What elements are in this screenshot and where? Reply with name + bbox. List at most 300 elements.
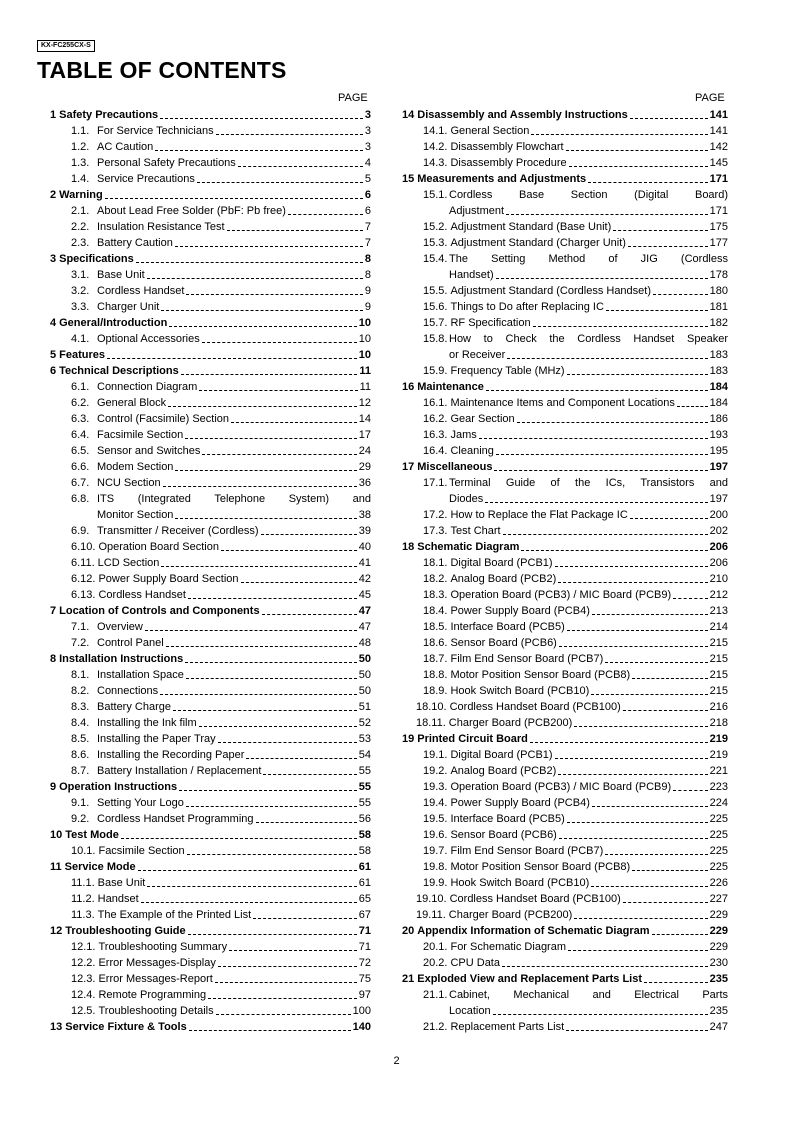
toc-entry[interactable] [50,123,371,139]
leader-dots [605,651,707,667]
toc-entry-number: 3.2. [71,285,90,297]
toc-section[interactable] [402,107,728,123]
toc-entry[interactable] [50,699,371,715]
toc-entry-page: 55 [358,765,371,777]
leader-dots [107,347,357,363]
toc-entry-number: 15 [402,173,415,185]
leader-dots [175,459,356,475]
toc-entry[interactable] [402,251,728,283]
toc-section[interactable] [50,859,371,875]
toc-entry-page: 24 [358,445,371,457]
toc-entry-page: 145 [709,157,728,169]
toc-entry[interactable] [402,635,728,651]
toc-entry[interactable] [50,539,371,555]
toc-entry-title: Battery Installation / Replacement [97,765,262,777]
toc-entry[interactable] [402,795,728,811]
toc-entry-page: 214 [709,621,728,633]
toc-entry-page: 47 [358,605,371,617]
toc-entry-title: Cordless Handset Board (PCB100) [449,701,621,713]
toc-entry[interactable] [50,235,371,251]
toc-entry-number: 14.3. [423,157,448,169]
toc-section[interactable] [50,603,371,619]
toc-entry-title: General Block [97,397,167,409]
leader-dots [188,587,357,603]
toc-entry-title: Modem Section [97,461,174,473]
toc-entry-title: Jams [450,429,477,441]
toc-entry-title: Cordless Handset [98,589,186,601]
leader-dots [161,299,363,315]
toc-entry[interactable] [50,139,371,155]
toc-entry-page: 11 [359,365,371,377]
toc-entry-number: 16.2. [423,413,448,425]
toc-entry-page: 9 [364,301,371,313]
leader-dots [175,235,363,251]
toc-entry-title: Battery Caution [97,237,173,249]
toc-entry-number: 14.2. [423,141,448,153]
toc-entry[interactable] [50,555,371,571]
toc-entry-title: Features [59,349,105,361]
toc-entry[interactable] [50,763,371,779]
toc-entry[interactable] [402,475,728,507]
toc-entry[interactable] [402,667,728,683]
leader-dots [241,571,357,587]
leader-dots [496,267,708,283]
toc-entry-number: 18.10. [416,701,447,713]
toc-entry[interactable] [402,827,728,843]
toc-entry-title: Operation Instructions [59,781,178,793]
leader-dots [502,955,708,971]
toc-entry-page: 178 [709,269,728,281]
toc-entry-page: 206 [709,557,728,569]
toc-entry[interactable] [402,123,728,139]
toc-entry-page: 56 [358,813,371,825]
toc-entry[interactable] [402,187,728,219]
toc-entry[interactable] [402,363,728,379]
leader-dots [613,219,707,235]
toc-entry[interactable] [50,731,371,747]
toc-entry-title: About Lead Free Solder (PbF: Pb free) [97,205,286,217]
toc-entry[interactable] [402,763,728,779]
toc-entry-title: Transmitter / Receiver (Cordless) [97,525,259,537]
toc-entry-page: 229 [709,925,728,937]
toc-entry-title: Base Unit [97,877,146,889]
toc-entry[interactable] [50,939,371,955]
toc-entry-page: 53 [358,733,371,745]
toc-entry-title: Hook Switch Board (PCB10) [450,877,590,889]
toc-entry-title: Service Fixture & Tools [65,1021,187,1033]
toc-entry-page: 17 [358,429,371,441]
leader-dots [559,827,708,843]
toc-section[interactable] [402,539,728,555]
toc-entry[interactable] [402,299,728,315]
leader-dots [591,875,707,891]
toc-section[interactable] [50,651,371,667]
toc-entry-page: 229 [709,909,728,921]
page-title: TABLE OF CONTENTS [37,57,287,83]
toc-entry-page: 219 [709,749,728,761]
toc-entry[interactable] [402,443,728,459]
leader-dots [567,811,708,827]
toc-entry[interactable] [50,379,371,395]
toc-entry-number: 18.5. [423,621,448,633]
toc-entry[interactable] [402,555,728,571]
leader-dots [218,731,357,747]
toc-entry[interactable] [50,171,371,187]
toc-entry[interactable] [402,955,728,971]
toc-entry[interactable] [402,619,728,635]
toc-entry[interactable] [402,507,728,523]
toc-entry-number: 9 [50,781,57,793]
toc-entry-page: 197 [709,461,728,473]
toc-entry[interactable] [402,139,728,155]
leader-dots [179,779,357,795]
leader-dots [147,875,356,891]
toc-entry-title: Sensor Board (PCB6) [450,637,557,649]
toc-entry-title-line1: Cordless Base Section (Digital Board) [449,189,728,201]
toc-entry[interactable] [50,203,371,219]
toc-entry-title-line1: The Setting Method of JIG (Cordless [449,253,728,265]
toc-entry-number: 21 [402,973,415,985]
toc-entry[interactable] [50,219,371,235]
toc-section[interactable] [50,779,371,795]
toc-entry-title: For Schematic Diagram [450,941,567,953]
toc-entry[interactable] [402,395,728,411]
toc-entry-page: 235 [709,973,728,985]
leader-dots [574,907,707,923]
toc-entry[interactable] [402,987,728,1019]
toc-entry-title: Frequency Table (MHz) [450,365,565,377]
toc-section[interactable] [50,827,371,843]
toc-entry-number: 19.7. [423,845,448,857]
leader-dots [138,859,357,875]
toc-entry[interactable] [402,523,728,539]
toc-entry-page: 213 [709,605,728,617]
toc-entry-number: 6.1. [71,381,90,393]
toc-section[interactable] [50,363,371,379]
toc-entry-title: Operation Board (PCB3) / MIC Board (PCB9) [450,781,672,793]
toc-entry-title: Sensor and Switches [97,445,201,457]
toc-entry-number: 12.1. [71,941,96,953]
leader-dots [229,939,357,955]
toc-entry[interactable] [50,587,371,603]
toc-entry[interactable] [402,1019,728,1035]
toc-entry-title-line2: Location [449,1005,491,1017]
leader-dots [145,619,357,635]
toc-entry[interactable] [402,891,728,907]
toc-section[interactable] [50,251,371,267]
toc-entry[interactable] [402,219,728,235]
toc-entry[interactable] [402,411,728,427]
toc-entry-page: 9 [364,285,371,297]
toc-entry[interactable] [50,811,371,827]
toc-entry-page: 218 [709,717,728,729]
leader-dots [218,955,357,971]
toc-entry-page: 42 [358,573,371,585]
leader-dots [216,123,363,139]
toc-entry[interactable] [50,427,371,443]
toc-entry[interactable] [50,331,371,347]
leader-dots [652,923,708,939]
toc-entry[interactable] [50,619,371,635]
toc-entry-number: 7 [50,605,57,617]
toc-entry-page: 5 [364,173,371,185]
toc-entry-number: 7.2. [71,637,90,649]
toc-entry-number: 17.2. [423,509,448,521]
toc-entry-title: AC Caution [97,141,154,153]
toc-entry-title: Cleaning [450,445,494,457]
toc-entry[interactable] [402,939,728,955]
leader-dots [166,635,357,651]
toc-entry-number: 8.7. [71,765,90,777]
leader-dots [630,107,708,123]
toc-entry-number: 16.4. [423,445,448,457]
toc-entry[interactable] [50,635,371,651]
leader-dots [186,795,357,811]
toc-entry[interactable] [50,875,371,891]
toc-entry-page: 47 [358,621,371,633]
toc-entry-title: Optional Accessories [97,333,200,345]
toc-entry-title-line2: or Receiver [449,349,506,361]
toc-entry[interactable] [50,491,371,523]
leader-dots [141,891,357,907]
toc-entry[interactable] [402,875,728,891]
leader-dots [261,523,357,539]
toc-entry-title: Interface Board (PCB5) [450,813,565,825]
toc-entry-title: Cordless Handset [97,285,185,297]
leader-dots [202,331,357,347]
toc-entry-page: 40 [358,541,371,553]
toc-entry[interactable] [402,331,728,363]
toc-entry-number: 5 [50,349,57,361]
toc-entry-number: 11.3. [71,909,95,921]
toc-entry-page: 14 [358,413,371,425]
toc-entry-number: 19.10. [416,893,447,905]
toc-entry-number: 2.2. [71,221,90,233]
toc-section[interactable] [402,459,728,475]
toc-entry-title: Installing the Ink film [97,717,197,729]
leader-dots [623,891,708,907]
toc-entry-page: 58 [358,845,371,857]
toc-entry-title: RF Specification [450,317,531,329]
toc-entry-page: 184 [709,381,728,393]
toc-entry[interactable] [402,651,728,667]
toc-entry-page: 197 [709,493,728,505]
toc-entry-page: 183 [709,365,728,377]
toc-entry-title: Battery Charge [97,701,171,713]
toc-entry[interactable] [50,907,371,923]
leader-dots [568,939,708,955]
toc-entry[interactable] [50,283,371,299]
toc-section[interactable] [402,731,728,747]
toc-entry[interactable] [50,683,371,699]
toc-entry[interactable] [402,907,728,923]
toc-entry-title: Test Chart [450,525,501,537]
toc-section[interactable] [50,187,371,203]
toc-entry-title: Error Messages-Report [98,973,213,985]
toc-entry[interactable] [402,811,728,827]
toc-entry[interactable] [50,411,371,427]
toc-entry-page: 223 [709,781,728,793]
toc-entry[interactable] [50,267,371,283]
toc-entry[interactable] [50,1003,371,1019]
toc-entry-number: 19.8. [423,861,448,873]
toc-entry[interactable] [50,715,371,731]
toc-entry-title: Service Mode [64,861,136,873]
leader-dots [189,1019,351,1035]
leader-dots [253,907,357,923]
toc-section[interactable] [50,107,371,123]
toc-entry-number: 6.4. [71,429,90,441]
toc-entry-title: Control Panel [97,637,164,649]
toc-section[interactable] [402,171,728,187]
toc-entry[interactable] [402,603,728,619]
toc-section[interactable] [402,379,728,395]
toc-entry[interactable] [50,891,371,907]
toc-entry-page: 50 [358,669,371,681]
toc-entry-number: 8.4. [71,717,90,729]
toc-section[interactable] [50,923,371,939]
toc-entry[interactable] [50,475,371,491]
toc-entry[interactable] [50,459,371,475]
toc-entry-title-line2: Adjustment [449,205,505,217]
toc-entry-title: Test Mode [65,829,119,841]
toc-entry[interactable] [402,235,728,251]
toc-entry-number: 19.3. [423,781,448,793]
toc-entry-title: Specifications [59,253,134,265]
toc-entry-page: 3 [364,125,371,137]
leader-dots [147,267,363,283]
toc-entry-page: 8 [364,253,371,265]
toc-entry-title: Installation Space [97,669,184,681]
toc-entry[interactable] [402,859,728,875]
toc-entry[interactable] [402,699,728,715]
leader-dots [215,971,357,987]
toc-entry-page: 12 [358,397,371,409]
toc-entry-page: 10 [358,317,371,329]
toc-entry[interactable] [50,523,371,539]
leader-dots [592,603,708,619]
toc-entry[interactable] [402,715,728,731]
toc-section[interactable] [402,923,728,939]
toc-entry-number: 6.3. [71,413,90,425]
leader-dots [160,107,363,123]
toc-entry-page: 72 [358,957,371,969]
page-column-header-right: PAGE [695,92,725,104]
toc-entry-page: 50 [358,653,371,665]
toc-entry[interactable] [402,747,728,763]
toc-entry-title: Motor Position Sensor Board (PCB8) [450,669,631,681]
toc-entry[interactable] [402,315,728,331]
toc-entry-number: 6.7. [71,477,90,489]
toc-entry[interactable] [50,155,371,171]
toc-entry[interactable] [402,571,728,587]
toc-entry-page: 61 [358,861,371,873]
toc-entry[interactable] [402,427,728,443]
toc-entry-page: 175 [709,221,728,233]
toc-section[interactable] [402,971,728,987]
leader-dots [199,379,357,395]
toc-entry[interactable] [50,987,371,1003]
leader-dots [521,539,707,555]
toc-entry-page: 7 [364,237,371,249]
toc-entry-number: 17.3. [423,525,448,537]
toc-entry[interactable] [50,667,371,683]
toc-entry-number: 18.11. [416,717,446,729]
toc-entry[interactable] [50,971,371,987]
toc-entry-page: 225 [709,813,728,825]
toc-entry-page: 216 [709,701,728,713]
toc-entry-title-line1: How to Check the Cordless Handset Speaker [449,333,728,345]
toc-entry-number: 15.3. [423,237,448,249]
toc-entry-page: 75 [358,973,371,985]
toc-entry-page: 215 [709,637,728,649]
toc-entry-page: 71 [358,925,371,937]
leader-dots [632,859,707,875]
toc-section[interactable] [50,1019,371,1035]
toc-entry[interactable] [402,779,728,795]
toc-entry[interactable] [402,587,728,603]
toc-entry-page: 67 [358,909,371,921]
toc-entry-page: 29 [358,461,371,473]
toc-entry[interactable] [402,283,728,299]
toc-entry-number: 15.1. [423,189,448,201]
toc-entry[interactable] [50,299,371,315]
toc-entry-title: Service Precautions [97,173,195,185]
toc-entry[interactable] [50,955,371,971]
toc-entry-title: Disassembly and Assembly Instructions [417,109,628,121]
leader-dots [530,731,708,747]
toc-entry-number: 1.1. [71,125,90,137]
toc-entry-page: 55 [358,781,371,793]
toc-entry-number: 18.7. [423,653,448,665]
toc-entry[interactable] [50,571,371,587]
leader-dots [169,315,356,331]
toc-entry-number: 8 [50,653,57,665]
toc-entry-number: 6.13. [71,589,96,601]
toc-entry[interactable] [50,747,371,763]
toc-entry[interactable] [402,683,728,699]
toc-entry-title: Warning [59,189,103,201]
toc-entry-page: 71 [358,941,371,953]
toc-entry-number: 15.8. [423,333,448,345]
toc-entry-page: 11 [359,381,371,393]
toc-entry-title: Digital Board (PCB1) [450,749,553,761]
toc-entry[interactable] [50,843,371,859]
toc-entry[interactable] [402,155,728,171]
leader-dots [216,1003,351,1019]
leader-dots [185,651,357,667]
leader-dots [185,427,357,443]
toc-section[interactable] [50,347,371,363]
leader-dots [574,715,707,731]
toc-entry-number: 2.3. [71,237,90,249]
toc-section[interactable] [50,315,371,331]
toc-entry-number: 6.12. [71,573,96,585]
toc-entry-title: General/Introduction [59,317,168,329]
toc-entry[interactable] [50,443,371,459]
toc-entry-page: 226 [709,877,728,889]
toc-entry-number: 3.1. [71,269,90,281]
toc-entry-number: 8.5. [71,733,90,745]
toc-entry[interactable] [50,395,371,411]
toc-entry-number: 12.5. [71,1005,96,1017]
toc-entry-title: Hook Switch Board (PCB10) [450,685,590,697]
toc-entry[interactable] [402,843,728,859]
toc-entry-title: Cordless Handset Programming [97,813,254,825]
toc-entry-title: Installing the Paper Tray [97,733,216,745]
toc-entry-number: 1.4. [71,173,90,185]
toc-entry[interactable] [50,795,371,811]
